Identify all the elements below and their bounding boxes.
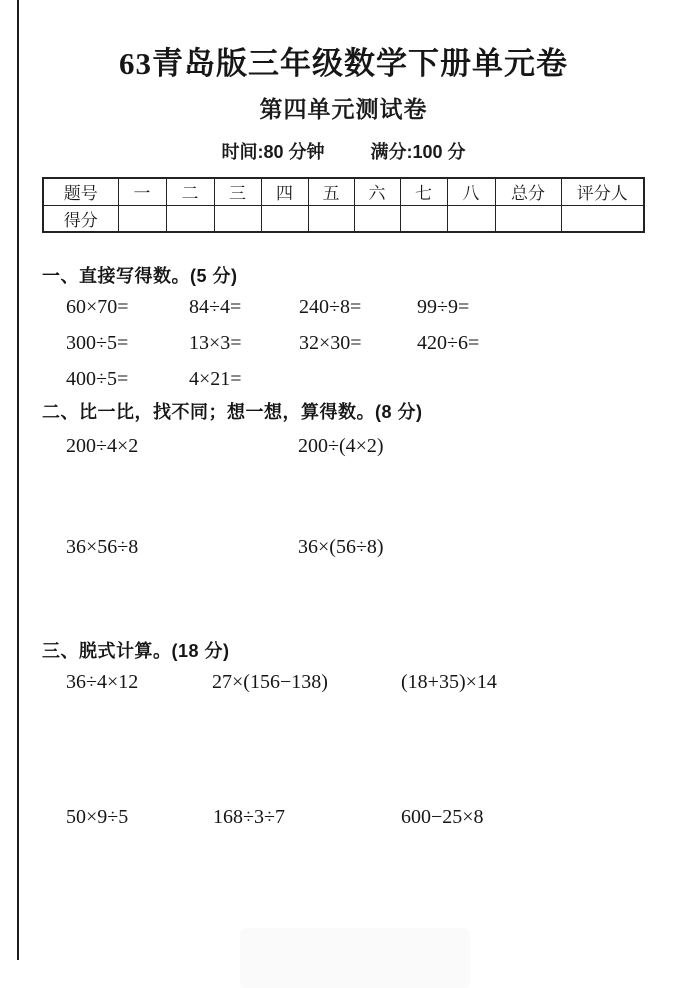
score-table-header-cell: 三 bbox=[214, 178, 261, 205]
score-cell bbox=[214, 205, 261, 232]
page-subtitle: 第四单元测试卷 bbox=[259, 96, 428, 122]
math-expression: 99÷9= bbox=[417, 296, 470, 318]
section-2-heading: 二、比一比，找不同；想一想，算得数。(8 分) bbox=[42, 402, 423, 422]
exam-info bbox=[0, 138, 687, 164]
math-expression: 400÷5= bbox=[66, 368, 129, 390]
score-table bbox=[42, 177, 645, 233]
score-table-header-cell: 五 bbox=[308, 178, 354, 205]
score-table-header-cell: 七 bbox=[400, 178, 447, 205]
exam-full-score-label: 满分:100 分 bbox=[370, 142, 466, 162]
score-table-header-cell: 六 bbox=[354, 178, 400, 205]
score-table-header-cell: 一 bbox=[118, 178, 166, 205]
score-table-header-cell: 评分人 bbox=[561, 178, 644, 205]
math-expression: 4×21= bbox=[189, 368, 242, 390]
math-expression: 84÷4= bbox=[189, 296, 242, 318]
score-table-header-cell: 八 bbox=[447, 178, 495, 205]
score-table-header-cell: 四 bbox=[261, 178, 308, 205]
math-expression: 36×(56÷8) bbox=[298, 536, 384, 558]
math-expression: 200÷4×2 bbox=[66, 435, 139, 457]
math-expression: 32×30= bbox=[299, 332, 362, 354]
math-expression: 36÷4×12 bbox=[66, 671, 139, 693]
score-table-header-cell: 二 bbox=[166, 178, 214, 205]
score-table-header-cell: 总分 bbox=[495, 178, 561, 205]
score-table-header-cell: 题号 bbox=[43, 178, 118, 205]
score-cell bbox=[354, 205, 400, 232]
section-3-heading: 三、脱式计算。(18 分) bbox=[42, 641, 230, 661]
scan-shadow-artifact bbox=[240, 928, 470, 988]
score-cell bbox=[308, 205, 354, 232]
score-table-score-row bbox=[43, 205, 644, 232]
math-expression: 27×(156−138) bbox=[212, 671, 328, 693]
score-cell bbox=[400, 205, 447, 232]
score-cell bbox=[495, 205, 561, 232]
math-expression: 240÷8= bbox=[299, 296, 362, 318]
math-expression: (18+35)×14 bbox=[401, 671, 497, 693]
math-expression: 420÷6= bbox=[417, 332, 480, 354]
math-expression: 13×3= bbox=[189, 332, 242, 354]
score-cell bbox=[447, 205, 495, 232]
score-cell bbox=[118, 205, 166, 232]
math-expression: 168÷3÷7 bbox=[213, 806, 285, 828]
score-cell bbox=[561, 205, 644, 232]
math-expression: 50×9÷5 bbox=[66, 806, 129, 828]
score-cell bbox=[261, 205, 308, 232]
math-expression: 200÷(4×2) bbox=[298, 435, 384, 457]
score-table-header-row bbox=[43, 178, 644, 205]
section-1-heading: 一、直接写得数。(5 分) bbox=[42, 266, 238, 286]
score-cell bbox=[166, 205, 214, 232]
score-row-label: 得分 bbox=[43, 205, 118, 232]
page-title: 63青岛版三年级数学下册单元卷 bbox=[119, 46, 568, 81]
math-expression: 36×56÷8 bbox=[66, 536, 139, 558]
math-expression: 300÷5= bbox=[66, 332, 129, 354]
math-expression: 60×70= bbox=[66, 296, 129, 318]
math-expression: 600−25×8 bbox=[401, 806, 484, 828]
exam-time-label: 时间:80 分钟 bbox=[221, 142, 325, 162]
